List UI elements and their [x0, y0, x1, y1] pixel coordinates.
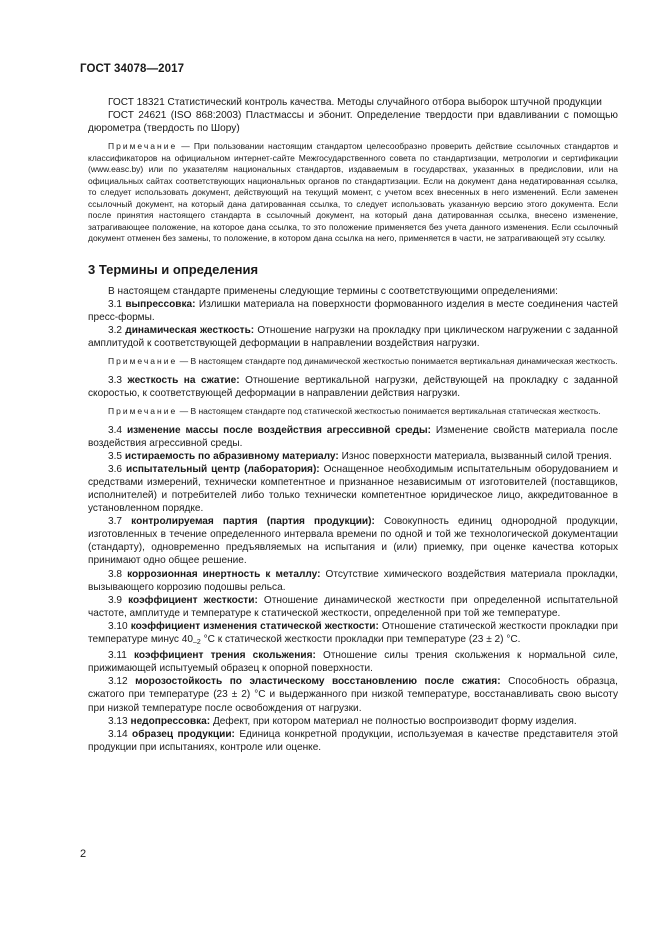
- term-name: испытательный центр (лаборатория):: [126, 463, 320, 475]
- term-number: 3.12: [108, 676, 128, 688]
- term-name: недопрессовка:: [130, 715, 211, 727]
- section-intro: В настоящем стандарте применены следующие термины с соответствующими определениями:: [108, 285, 558, 297]
- term-name: жесткость на сжатие:: [127, 374, 240, 386]
- term-number: 3.6: [108, 463, 123, 475]
- term-3-2: [88, 324, 618, 350]
- term-name: морозостойкость по эластическому восстановлению после сжатия:: [135, 676, 501, 688]
- note-3-2: [88, 356, 618, 368]
- term-3-13: [88, 715, 618, 728]
- term-definition: Совокупность единиц однородной продукции, изготовленных в течение определенного интервала времени по одной и той же технологической документации (стандарту), одновременно предъявляемых на испытания и (или) приемку, при оценке качества которых принимают одно общее решение.: [88, 516, 618, 567]
- term-definition: Отношение нагрузки на прокладку при циклическом нагружении с заданной амплитудой к соответствующей деформации в направлении воздействия нагрузки.: [88, 325, 619, 350]
- term-number: 3.1: [108, 298, 123, 310]
- term-definition: Излишки материала на поверхности формованного изделия в месте соединения частей пресс-формы.: [88, 298, 618, 324]
- term-3-9: [88, 594, 618, 620]
- term-3-10: [88, 620, 618, 649]
- term-3-3: [88, 374, 618, 400]
- term-name: истираемость по абразивному материалу:: [124, 450, 339, 462]
- term-3-4: [88, 424, 618, 450]
- term-name: изменение массы после воздействия агрессивной среды:: [126, 424, 431, 436]
- term-name: коэффициент трения скольжения:: [134, 650, 316, 662]
- term-definition-cont: °С к статической жесткости прокладки при температуре (23 ± 2) °С.: [200, 634, 521, 646]
- term-number: 3.3: [108, 374, 123, 386]
- term-number: 3.9: [108, 594, 123, 606]
- term-name: образец продукции:: [132, 728, 235, 740]
- term-3-8: [88, 568, 618, 594]
- term-3-7: [88, 515, 618, 567]
- term-number: 3.14: [108, 728, 128, 740]
- term-3-1: [88, 298, 618, 324]
- term-number: 3.5: [108, 450, 123, 462]
- term-3-6: [88, 463, 618, 515]
- term-name: выпрессовка:: [125, 298, 196, 310]
- term-definition: Отношение динамической жесткости при определенной испытательной частоте, амплитуде и температуре к статической жесткости, определенной при той же температуре.: [88, 594, 618, 619]
- note-label: Примечание: [108, 356, 178, 367]
- page-body: [88, 96, 618, 754]
- term-definition: Дефект, при котором материал не полностью воспроизводит форму изделия.: [212, 715, 577, 727]
- document-code-header: ГОСТ 34078—2017: [80, 63, 185, 75]
- note-label: Примечание: [108, 141, 178, 152]
- note-label: Примечание: [108, 406, 178, 417]
- term-definition: Изменение свойств материала после воздействия агрессивной среды.: [88, 424, 619, 449]
- reference-gost-24621: ГОСТ 24621 (ISO 868:2003) Пластмассы и эбонит. Определение твердости при вдавливании с помощью дюрометра (твердость по Шору): [88, 110, 618, 135]
- term-3-5: [88, 450, 618, 463]
- page-number: 2: [80, 848, 87, 860]
- main-note: [88, 141, 618, 245]
- term-definition: Износ поверхности материала, вызванный силой трения.: [341, 450, 612, 462]
- term-definition: Отношение вертикальной нагрузки, действующей на прокладку с заданной скоростью, к соответствующей деформации в направлении действия нагрузки.: [88, 374, 618, 399]
- term-name: коэффициент жесткости:: [128, 594, 258, 606]
- term-name: контролируемая партия (партия продукции):: [131, 516, 375, 528]
- term-definition: Отношение статической жесткости прокладки при температуре минус 40: [88, 620, 618, 646]
- term-definition: Способность образца, сжатого при температуре (23 ± 2) °С и выдержанного при низкой температуре, восстанавливать свою высоту при низкой температуре после освобождения от нагрузки.: [88, 676, 618, 714]
- term-3-12: [88, 675, 618, 714]
- note-text: — В настоящем стандарте под статической жесткостью понимается вертикальная статическая жесткость.: [179, 406, 601, 417]
- term-definition: Отсутствие химического воздействия материала прокладки, вызывающего коррозию подошвы рельса.: [88, 568, 618, 593]
- term-definition: Единица конкретной продукции, используемая в качестве представителя этой продукции при испытаниях, контроле или оценке.: [88, 728, 618, 753]
- tolerance-subscript: –2: [193, 639, 201, 647]
- term-number: 3.10: [108, 620, 128, 632]
- section-title: 3 Термины и определения: [88, 261, 259, 277]
- term-definition: Оснащенное необходимым испытательным оборудованием и средствами измерений, технически компетентное и признанное независимым от изготовителей (поставщиков, исполнителей) и потребителей либо только технически компетентное юридическое лицо, аккредитованное в установленном порядке.: [88, 463, 618, 515]
- term-number: 3.4: [108, 424, 123, 436]
- term-name: динамическая жесткость:: [125, 325, 255, 337]
- term-name: коэффициент изменения статической жесткости:: [130, 620, 379, 632]
- main-note-text: — При пользовании настоящим стандартом целесообразно проверить действие ссылочных стандартов и классификаторов на официальном интернет-сайте Межгосударственного совета по стандартизации, метрологии и сертификации (www.easc.by) или по указателям национальных стандартов, издаваемым в государствах, указанных в предисловии, или на официальных сайтах соответствующих национальных органов по стандартизации. Если на документ дана недатированная ссылка, то следует использовать документ, действующий на текущий момент, с учетом всех внесенных в него изменений. Если заменен ссылочный документ, на который дана датированная ссылка, то следует использовать указанную версию этого документа. Если после принятия настоящего стандарта в ссылочный документ, на который дана датированная ссылка, внесено изменение, затрагивающее положение, на которое дана ссылка, то это положение применяется без учета данного изменения. Если ссылочный документ отменен без замены, то положение, в котором дана ссылка на него, применяется в части, не затрагивающей эту ссылку.: [88, 141, 618, 244]
- term-3-11: [88, 649, 618, 675]
- reference-gost-18321: ГОСТ 18321 Статистический контроль качества. Методы случайного отбора выборок штучной продукции: [108, 97, 602, 108]
- term-number: 3.11: [108, 650, 127, 662]
- note-text: — В настоящем стандарте под динамической жесткостью понимается вертикальная динамическая жесткость.: [179, 356, 618, 367]
- term-definition: Отношение силы трения скольжения к нормальной силе, прижимающей испытуемый образец к опорной поверхности.: [88, 650, 618, 675]
- term-number: 3.2: [108, 325, 123, 337]
- term-number: 3.13: [108, 715, 128, 727]
- term-name: коррозионная инертность к металлу:: [127, 568, 321, 580]
- term-3-14: [88, 728, 618, 754]
- note-3-3: [88, 406, 618, 418]
- term-number: 3.8: [108, 568, 123, 580]
- term-number: 3.7: [108, 516, 123, 528]
